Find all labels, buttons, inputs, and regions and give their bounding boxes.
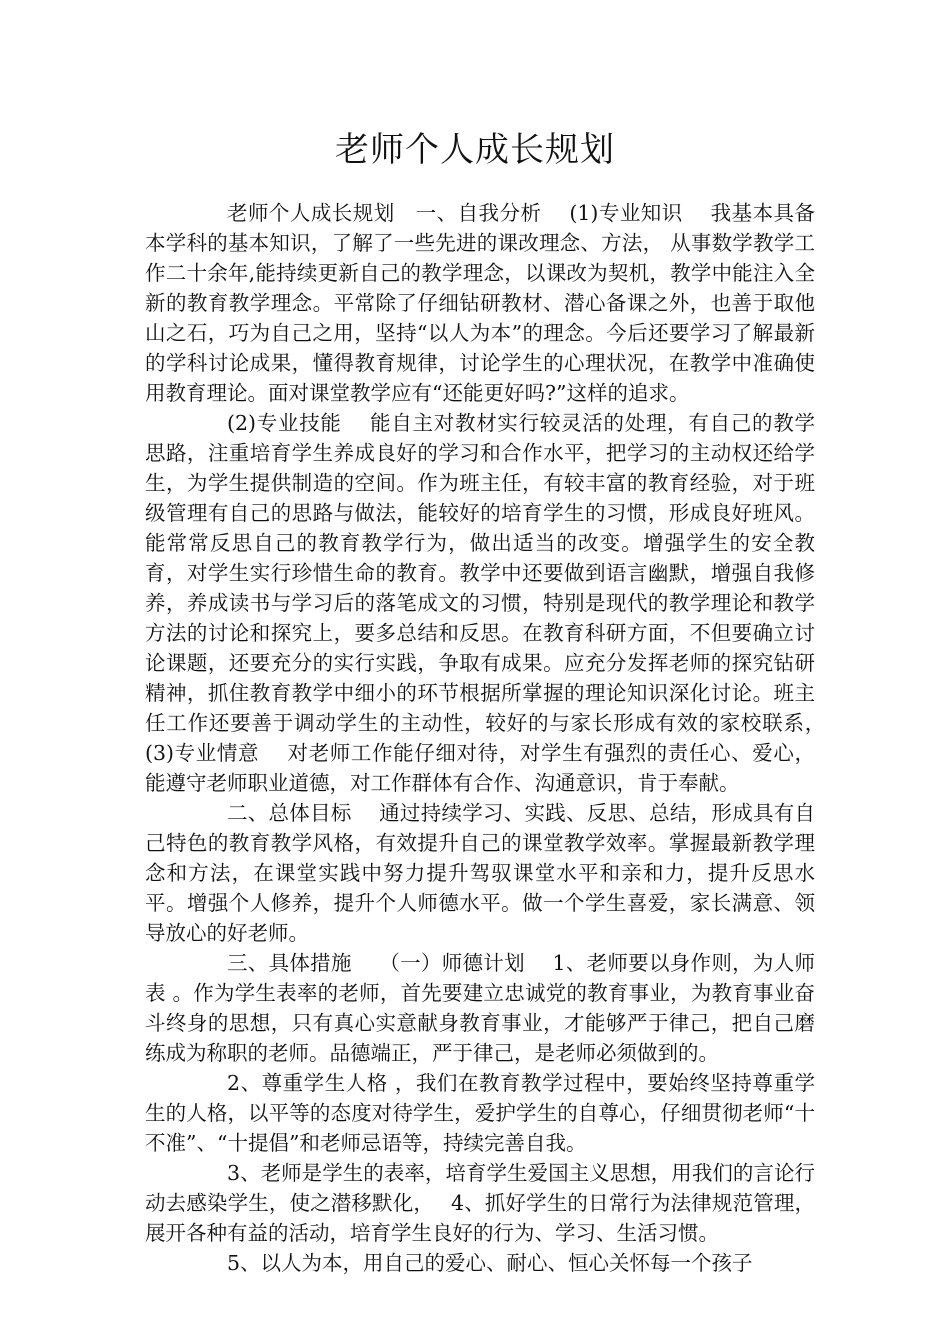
document-body: [145, 198, 843, 1278]
paragraph-measures-ethics: 三、具体措施 （一）师德计划 1、老师要以身作则，为人师表 。作为学生表率的老师，首先要建立忠诚党的教育事业，为教育事业奋斗终身的思想，只有真心实意献身教育事业，才能够严于律己，把自己磨练成为称职的老师。品德端正，严于律己，是老师必须做到的。: [145, 951, 815, 1065]
paragraph-overall-goal: 二、总体目标 通过持续学习、实践、反思、总结，形成具有自己特色的教育教学风格，有效提升自己的课堂教学效率。掌握最新教学理念和方法，在课堂实践中努力提升驾驭课堂水平和亲和力，提升反思水平。增强个人修养，提升个人师德水平。做一个学生喜爱，家长满意、领导放心的好老师。: [145, 801, 815, 945]
paragraph-role-model: 3、老师是学生的表率，培育学生爱国主义思想，用我们的言论行动去感染学生，使之潜移默化， 4、抓好学生的日常行为法律规范管理，展开各种有益的活动，培育学生良好的行为、学习、生活习惯。: [145, 1161, 815, 1245]
document-title: 老师个人成长规划: [335, 130, 615, 170]
paragraph-professional-skills: (2)专业技能 能自主对教材实行较灵活的处理，有自己的教学思路，注重培育学生养成良好的学习和合作水平，把学习的主动权还给学生，为学生提供制造的空间。作为班主任，有较丰富的教育经验，对于班级管理有自己的思路与做法，能较好的培育学生的习惯，形成良好班风。能常常反思自己的教育教学行为，做出适当的改变。增强学生的安全教育，对学生实行珍惜生命的教育。教学中还要做到语言幽默，增强自我修养，养成读书与学习后的落笔成文的习惯，特别是现代的教学理论和教学方法的讨论和探究上，要多总结和反思。在教育科研方面，不但要确立讨论课题，还要充分的实行实践，争取有成果。应充分发挥老师的探究钻研精神，抓住教育教学中细小的环节根据所掌握的理论知识深化讨论。班主任工作还要善于调动学生的主动性，较好的与家长形成有效的家校联系， (3)专业情意 对老师工作能仔细对待，对学生有强烈的责任心、爱心，能遵守老师职业道德，对工作群体有合作、沟通意识，肯于奉献。: [145, 411, 843, 795]
paragraph-self-analysis: 老师个人成长规划 一、自我分析 (1)专业知识 我基本具备本学科的基本知识，了解了一些先进的课改理念、方法， 从事数学教学工作二十余年,能持续更新自己的教学理念，以课改为契机，教学中能注入全新的教育教学理念。平常除了仔细钻研教材、潜心备课之外，也善于取他山之石，巧为自己之用，坚持“以人为本”的理念。今后还要学习了解最新的学科讨论成果，懂得教育规律，讨论学生的心理状况，在教学中准确使用教育理论。面对课堂教学应有“还能更好吗?”这样的追求。: [145, 201, 815, 405]
paragraph-respect-students: 2、尊重学生人格 ，我们在教育教学过程中，要始终坚持尊重学生的人格，以平等的态度对待学生，爱护学生的自尊心，仔细贯彻老师“十不准”、“十提倡”和老师忌语等，持续完善自我。: [145, 1071, 815, 1155]
paragraph-people-oriented: 5、以人为本，用自己的爱心、耐心、恒心关怀每一个孩子: [227, 1251, 753, 1275]
